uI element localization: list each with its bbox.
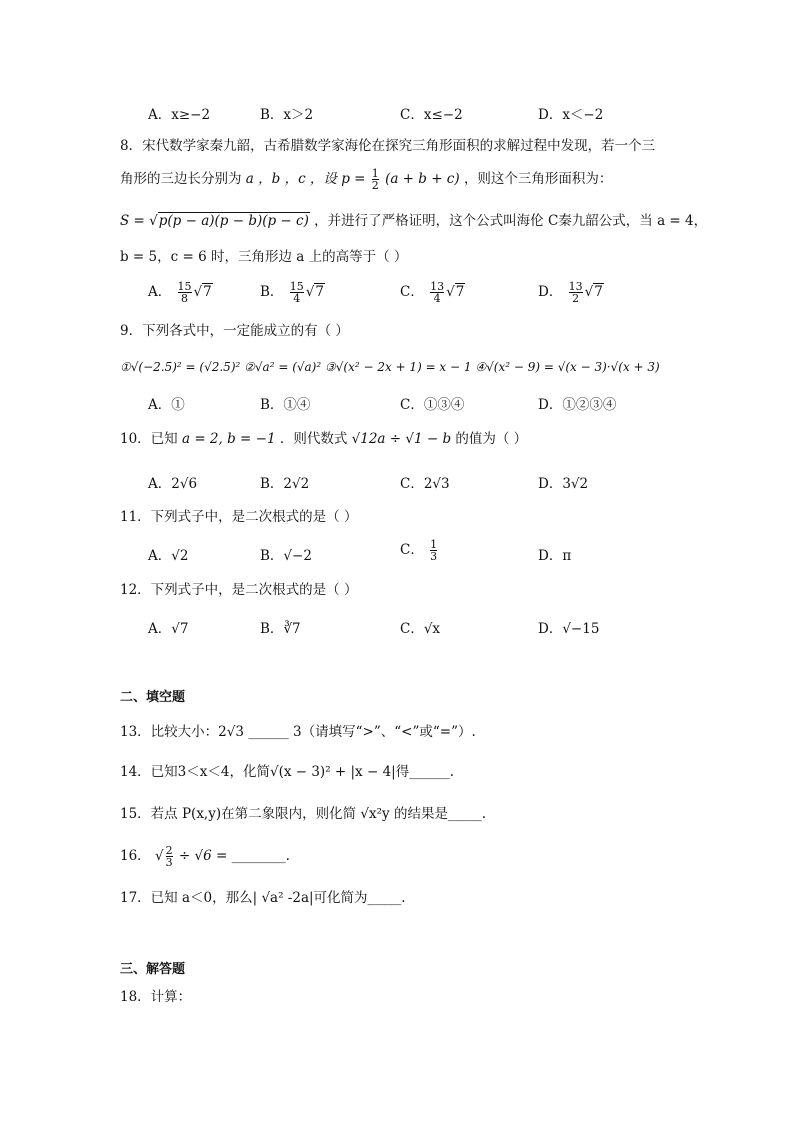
q8-option-a-rad: 7: [203, 284, 212, 300]
q8-option-c: [400, 280, 465, 304]
q8-half-fraction: [372, 168, 379, 191]
q10-stem-post: 的值为（ ）: [455, 431, 528, 447]
q18: 18．计算：: [120, 989, 192, 1005]
q8-option-b-num: 15: [289, 280, 304, 293]
q15: 15．若点 P(x,y)在第二象限内，则化简 √x²y 的结果是_____.: [120, 806, 486, 822]
q7-option-d: D．x＜−2: [538, 107, 604, 123]
sqrt-icon: √: [584, 284, 594, 300]
q11-option-c-fraction: [430, 539, 437, 562]
q8-option-c-fraction: [430, 281, 444, 304]
q8-option-d-den: 2: [569, 292, 583, 304]
q8-line2-expr: (a + b + c): [385, 171, 460, 187]
q8-option-c-num: 13: [430, 280, 445, 293]
q16: [120, 845, 734, 868]
q16-frac-num: 2: [165, 844, 173, 857]
q17: 17．已知 a＜0，那么| √a² -2a|可化简为_____.: [120, 890, 406, 906]
q16-post: ÷ √6 = ________.: [178, 848, 290, 864]
q8-option-c-rad: 7: [455, 284, 465, 300]
q8-option-b-fraction: [290, 281, 304, 304]
q9-option-b: B．①④: [260, 397, 311, 413]
sqrt-icon: √: [154, 848, 164, 864]
sqrt-icon: √: [149, 213, 158, 229]
q8-option-d-rad: 7: [594, 284, 603, 300]
q9-option-a: A．①: [148, 397, 185, 413]
q11-option-b: B．√−2: [260, 548, 312, 564]
q10-stem-mid: ．则代数式: [279, 431, 348, 447]
q9-expr-4: ④√(x² − 9) = √(x − 3)·√(x + 3): [475, 360, 660, 374]
q8-frac-num: 1: [371, 167, 379, 180]
q8-option-b-label: B．: [260, 284, 284, 300]
q8-option-c-den: 4: [430, 292, 444, 304]
q9-expr-3: ③√(x² − 2x + 1) = x − 1: [325, 360, 472, 374]
q12-option-a: A．√7: [148, 621, 189, 637]
q8-option-b: [260, 280, 325, 304]
q9-option-c: C．①③④: [400, 397, 465, 413]
q12-option-d: D．√−15: [538, 621, 600, 637]
q8-option-a-fraction: [178, 281, 192, 304]
q10-expression: √12a ÷ √1 − b: [351, 431, 452, 447]
q10-stem: [120, 429, 734, 449]
q9-option-d: D．①②③④: [538, 397, 617, 413]
section-answer-heading: 三、解答题: [120, 962, 186, 977]
q10-option-b: B．2√2: [260, 476, 310, 492]
q8-formula-s: S =: [120, 213, 145, 229]
q9-expr-1: ①√(−2.5)² = (√2.5)²: [120, 360, 241, 374]
q13: 13．比较大小：2√3 ______ 3（请填写“>”、“<”或“=”）.: [120, 724, 476, 740]
q16-fraction: [166, 845, 173, 868]
sqrt-icon: √: [193, 284, 203, 300]
q11-option-a: A．√2: [148, 548, 189, 564]
q8-line-4: b = 5，c = 6 时，三角形边 a 上的高等于（ ）: [120, 249, 408, 265]
q9-expr-2: ②√a² = (√a)²: [244, 360, 322, 374]
q10-option-a: A．2√6: [148, 476, 198, 492]
q10-option-c: C．2√3: [400, 476, 450, 492]
q8-option-d-num: 13: [568, 280, 583, 293]
q8-line2-pre: 角形的三边长分别为: [120, 171, 242, 187]
q10-condition: a = 2, b = −1: [181, 431, 276, 447]
q16-frac-den: 3: [165, 856, 173, 869]
section-fill-in-heading: 二、填空题: [120, 690, 186, 705]
sqrt-icon: √: [446, 284, 455, 300]
q8-option-d-label: D．: [538, 284, 563, 300]
q11-option-c-den: 3: [430, 550, 438, 563]
q8-line-2: [120, 168, 734, 191]
q11-option-d: D．π: [538, 548, 572, 564]
q12-option-b: B．∛7: [260, 621, 301, 637]
q14: 14．已知3＜x＜4，化简√(x − 3)² + |x − 4|得______.: [120, 764, 454, 780]
q8-line2-post: ，则这个三角形面积为：: [463, 171, 613, 187]
q8-option-b-rad: 7: [315, 284, 324, 300]
q10-option-d: D．3√2: [538, 476, 589, 492]
q8-option-a-label: A．: [148, 284, 172, 300]
q9-expressions: [120, 357, 734, 377]
q8-option-a: [148, 280, 213, 304]
q8-line3-post: ，并进行了严格证明，这个公式叫海伦 C秦九韶公式，当 a = 4，: [314, 213, 708, 229]
q11-option-c: [400, 538, 439, 562]
q11-option-c-num: 1: [430, 538, 438, 551]
sqrt-icon: √: [305, 284, 315, 300]
q7-option-c: C．x≤−2: [400, 107, 463, 123]
q8-option-b-den: 4: [290, 292, 304, 304]
q7-option-a: A．x≥−2: [148, 107, 211, 123]
q7-option-b: B．x＞2: [260, 107, 314, 123]
q8-option-a-den: 8: [178, 292, 192, 304]
q8-formula-radicand: p(p − a)(p − b)(p − c): [158, 213, 309, 229]
q11-stem: 11．下列式子中，是二次根式的是（ ）: [120, 509, 358, 525]
q12-option-c: C．√x: [400, 621, 441, 637]
q10-stem-pre: 10．已知: [120, 431, 178, 447]
q8-option-d: [538, 280, 604, 304]
q8-frac-den: 2: [371, 179, 379, 192]
q8-line2-vars: a ，b ，c ，设 p =: [245, 171, 366, 187]
q16-label: 16．: [120, 848, 151, 864]
q8-option-c-label: C．: [400, 284, 424, 300]
q9-stem: 9．下列各式中，一定能成立的有（ ）: [120, 323, 349, 339]
q8-option-a-num: 15: [177, 280, 192, 293]
q8-line-3: [120, 211, 734, 231]
q8-line-1: 8．宋代数学家秦九韶，古希腊数学家海伦在探究三角形面积的求解过程中发现，若一个三: [120, 138, 656, 154]
q12-stem: 12．下列式子中，是二次根式的是（ ）: [120, 582, 358, 598]
q8-option-d-fraction: [569, 281, 583, 304]
q11-option-c-label: C．: [400, 542, 424, 558]
